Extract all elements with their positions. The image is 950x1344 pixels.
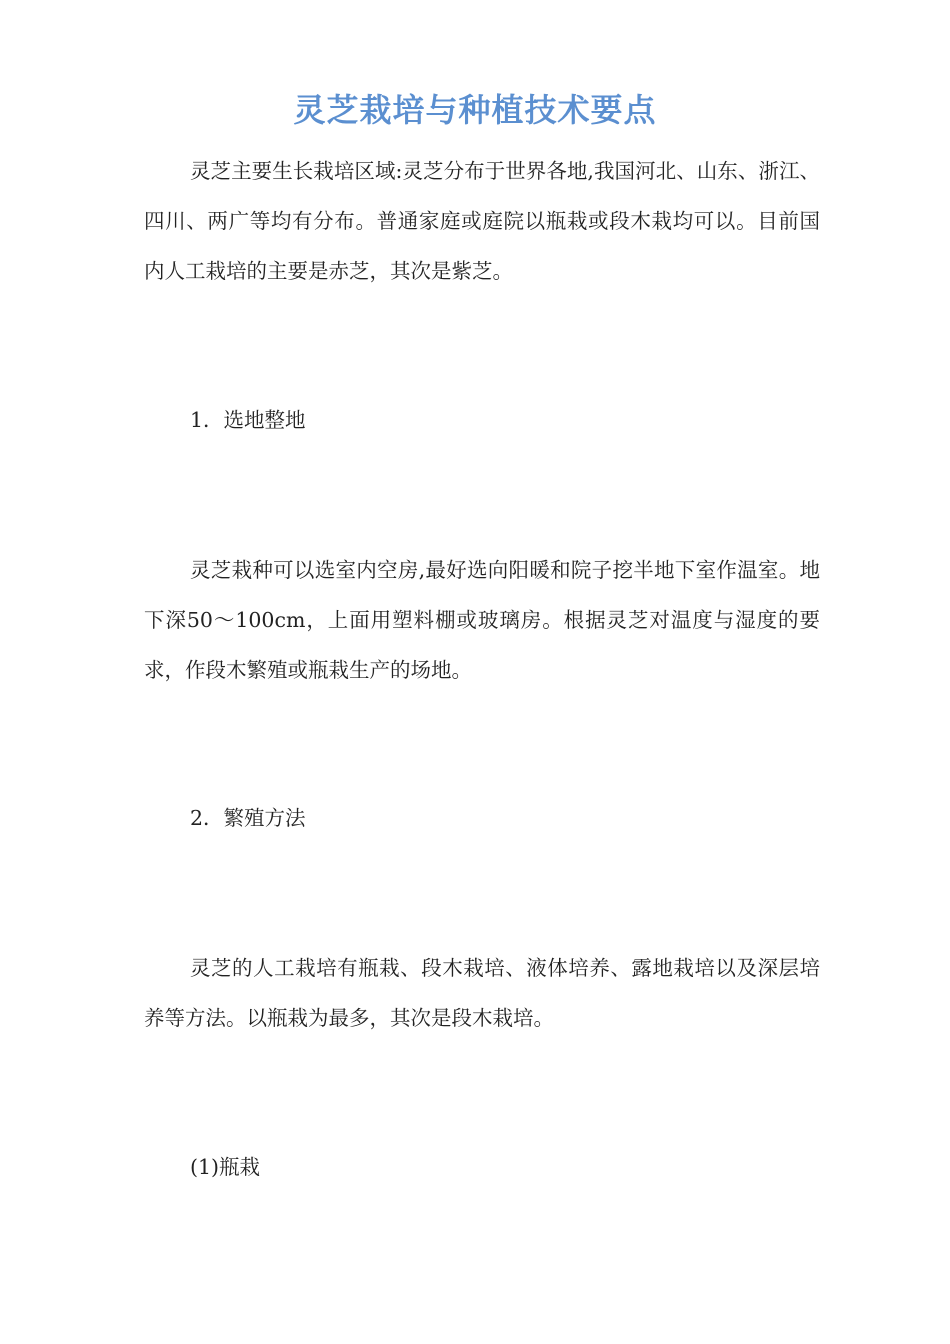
section-heading-bottle-culture: (1)瓶栽 [190, 1155, 261, 1179]
paragraph-intro: 灵芝主要生长栽培区域:灵芝分布于世界各地,我国河北、山东、浙江、四川、两广等均有分布。普通家庭或庭院以瓶栽或段木栽均可以。目前国内人工栽培的主要是赤芝，其次是紫芝。 [144, 159, 820, 283]
section-heading-site-selection: 1．选地整地 [190, 408, 306, 432]
section-heading-propagation: 2．繁殖方法 [190, 806, 306, 830]
paragraph-propagation: 灵芝的人工栽培有瓶栽、段木栽培、液体培养、露地栽培以及深层培养等方法。以瓶栽为最多，其次是段木栽培。 [144, 956, 820, 1030]
paragraph-site-selection: 灵芝栽种可以选室内空房,最好选向阳暖和院子挖半地下室作温室。地下深50～100cm，上面用塑料棚或玻璃房。根据灵芝对温度与湿度的要求，作段木繁殖或瓶栽生产的场地。 [144, 558, 820, 682]
document-title: 灵芝栽培与种植技术要点 [293, 91, 657, 129]
